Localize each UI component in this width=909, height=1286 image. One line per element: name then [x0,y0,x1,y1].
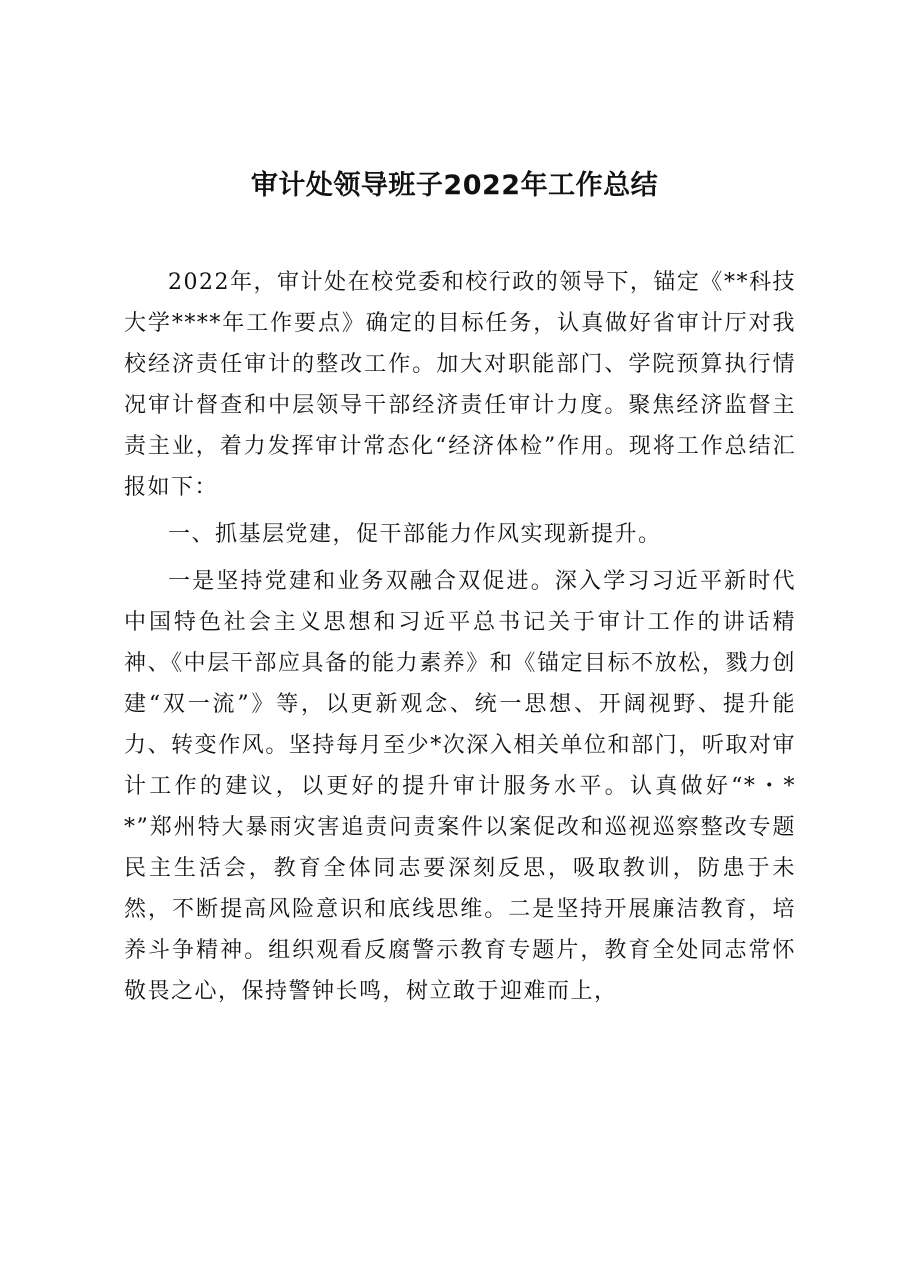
document-body [124,262,796,1018]
intro-paragraph: 2022年，审计处在校党委和校行政的领导下，锚定《**科技大学****年工作要点》确定的目标任务，认真做好省审计厅对我校经济责任审计的整改工作。加大对职能部门、学院预算执行情况审计督查和中层领导干部经济责任审计力度。聚焦经济监督主责主业，着力发挥审计常态化“经济体检”作用。现将工作总结汇报如下： [124,270,796,500]
section-heading-1: 一、抓基层党建，促干部能力作风实现新提升。 [168,522,662,547]
body-paragraph: 一是坚持党建和业务双融合双促进。深入学习习近平新时代中国特色社会主义思想和习近平总书记关于审计工作的讲话精神、《中层干部应具备的能力素养》和《锚定目标不放松，戮力创建“双一流”》等，以更新观念、统一思想、开阔视野、提升能力、转变作风。坚持每月至少*次深入相关单位和部门，听取对审计工作的建议，以更好的提升审计服务水平。认真做好“*・**”郑州特大暴雨灾害追责问责案件以案促改和巡视巡察整改专题民主生活会，教育全体同志要深刻反思，吸取教训，防患于未然，不断提高风险意识和底线思维。二是坚持开展廉洁教育，培养斗争精神。组织观看反腐警示教育专题片，教育全处同志常怀敬畏之心，保持警钟长鸣，树立敢于迎难而上， [124,569,796,1004]
document-title: 审计处领导班子2022年工作总结 [250,170,659,201]
